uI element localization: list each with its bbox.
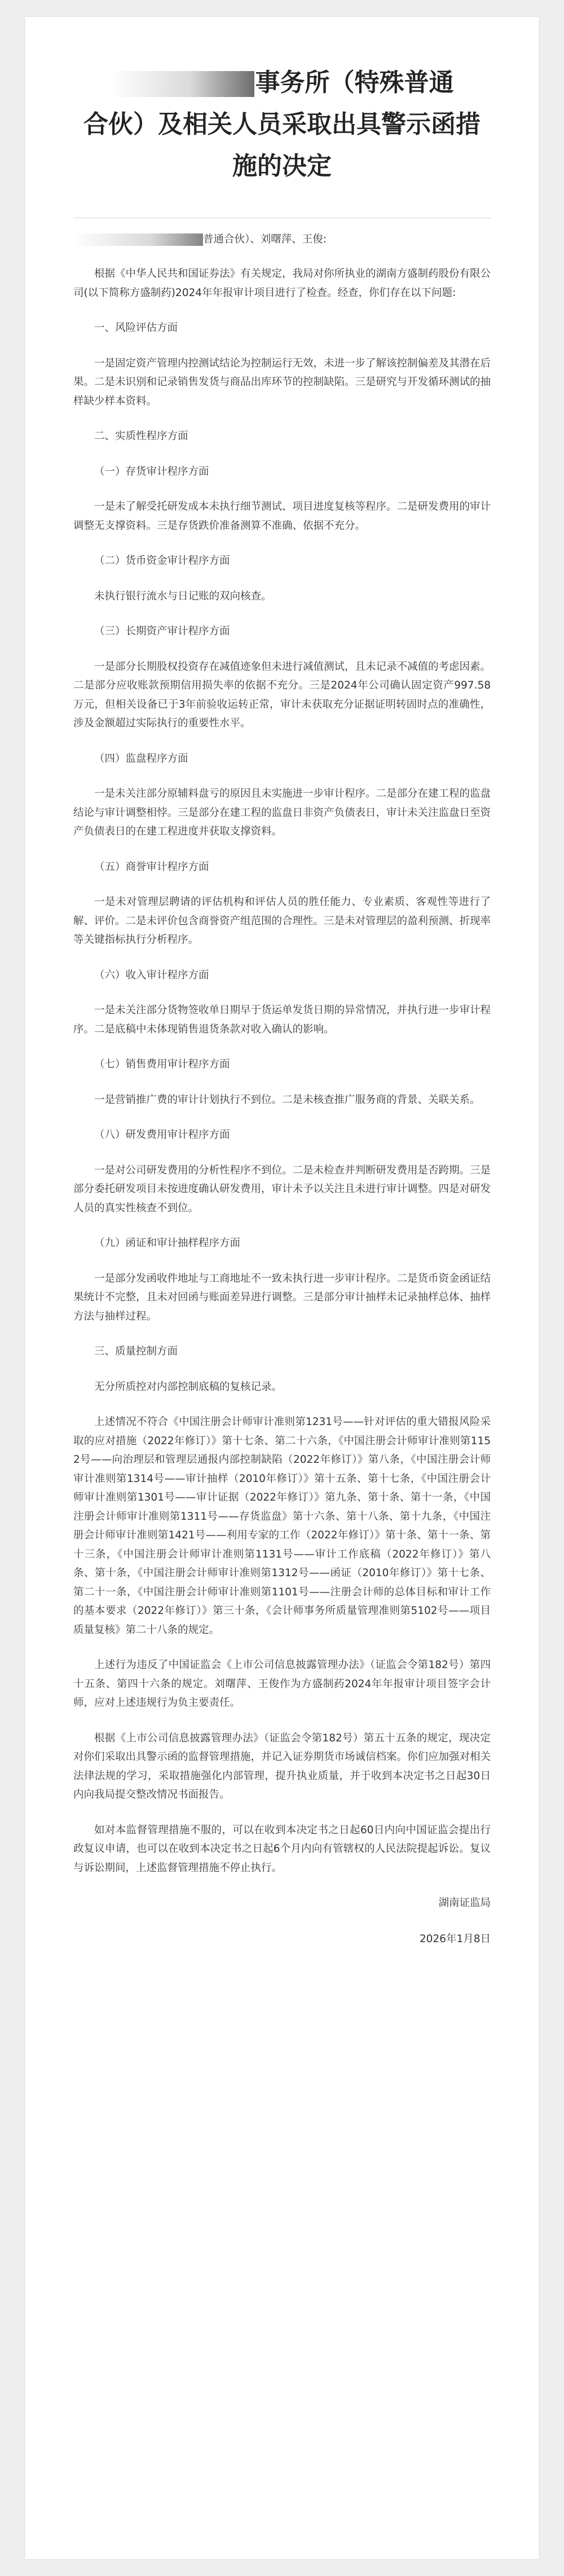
section-heading: （七）销售费用审计程序方面 xyxy=(94,1058,230,1070)
body-paragraph: 一是固定资产管理内控测试结论为控制运行无效，未进一步了解该控制偏差及其潜在后果。二是未识别和记录销售发货与商品出库环节的控制缺陷。三是研究与开发循环测试的抽样缺少样本资料。 xyxy=(73,357,491,407)
title-line-2: 合伙）及相关人员采取出具警示函措 xyxy=(83,110,481,139)
title-line-1: 事务所（特殊普通 xyxy=(111,68,454,97)
body-paragraph: 一是对公司研发费用的分析性程序不到位。二是未检查并判断研发费用是否跨期。三是部分委托研发项目未按进度确认研发费用，审计未予以关注且未进行审计调整。四是对研发人员的真实性核查不到位。 xyxy=(73,1164,491,1214)
section-heading: （一）存货审计程序方面 xyxy=(94,465,209,478)
body-paragraph: 一是未了解受托研发成本未执行细节测试、项目进度复核等程序。二是研发费用的审计调整无支撑资料。三是存货跌价准备测算不准确、依据不充分。 xyxy=(73,501,491,532)
issue-date: 2026年1月8日 xyxy=(419,1933,491,1945)
body-paragraph: 上述行为违反了中国证监会《上市公司信息披露管理办法》（证监会令第182号）第四十五条、第四十六条的规定。刘曙萍、王俊作为方盛制药2024年年报审计项目签字会计师，应对上述违规行为负主要责任。 xyxy=(73,1659,491,1709)
document-body xyxy=(73,264,491,1877)
issuer-name: 湖南证监局 xyxy=(438,1897,491,1909)
section-heading: 一、风险评估方面 xyxy=(94,322,178,334)
body-paragraph: 一是未关注部分货物签收单日期早于货运单发货日期的异常情况，并执行进一步审计程序。二是底稿中未体现销售退货条款对收入确认的影响。 xyxy=(73,1004,491,1035)
section-heading: （四）监盘程序方面 xyxy=(94,752,188,765)
body-paragraph: 无分所质控对内部控制底稿的复核记录。 xyxy=(94,1380,283,1393)
document-content xyxy=(25,17,539,1948)
section-heading: （三）长期资产审计程序方面 xyxy=(94,625,230,637)
section-heading: （六）收入审计程序方面 xyxy=(94,969,209,981)
body-paragraph: 根据《上市公司信息披露管理办法》（证监会令第182号）第五十五条的规定，现决定对你们采取出具警示函的监督管理措施，并记入证券期货市场诚信档案。你们应加强对相关法律法规的学习，采取措施强化内部管理，提升执业质量，并于收到本决定书之日起30日内向我局提交整改情况书面报告。 xyxy=(73,1732,491,1801)
body-paragraph: 根据《中华人民共和国证券法》有关规定，我局对你所执业的湖南方盛制药股份有限公司(以下简称方盛制药)2024年年报审计项目进行了检查。经查，你们存在以下问题: xyxy=(73,268,491,299)
section-heading: （八）研发费用审计程序方面 xyxy=(94,1129,230,1141)
body-paragraph: 一是部分发函收件地址与工商地址不一致未执行进一步审计程序。二是货币资金函证结果统计不完整，且未对回函与账面差异进行调整。三是部分审计抽样未记录抽样总体、抽样方法与抽样过程。 xyxy=(73,1272,491,1322)
body-paragraph: 如对本监督管理措施不服的，可以在收到本决定书之日起60日内向中国证监会提出行政复议申请，也可以在收到本决定书之日起6个月内向有管辖权的人民法院提起诉讼。复议与诉讼期间，上述监督管理措施不停止执行。 xyxy=(73,1824,491,1874)
section-heading: （二）货币资金审计程序方面 xyxy=(94,555,230,567)
recipient-line xyxy=(73,231,491,249)
recipient-text: 普通合伙）、刘曙萍、王俊: xyxy=(203,233,327,245)
section-heading: （九）函证和审计抽样程序方面 xyxy=(94,1237,241,1249)
body-paragraph: 上述情况不符合《中国注册会计师审计准则第1231号——针对评估的重大错报风险采取的应对措施（2022年修订）》第十七条、第二十六条，《中国注册会计师审计准则第1152号——向治理层和管理层通报内部控制缺陷（2022年修订）》第八条，《中国注册会计师审计准则第1314号——审计抽样（2010年修订）》第十五条、第十七条，《中国注册会计师审计准则第1301号——审计证据（2022年修订）》第九条、第十条、第十一条，《中国注册会计师审计准则第1311号——存货监盘》第十六条、第十八条、第十九条，《中国注册会计师审计准则第1421号——利用专家的工作（2022年修订）》第十条、第十一条、第十三条，《中国注册会计师审计准则第1131号——审计工作底稿（2022年修订）》第八条、第十条，《中国注册会计师审计准则第1312号——函证（2010年修订）》第十七条、第二十一条，《中国注册会计师审计准则第1101号——注册会计师的总体目标和审计工作的基本要求（2022年修订）》第三十条，《会计师事务所质量管理准则第5102号——项目质量复核》第二十八条的规定。 xyxy=(73,1416,491,1636)
body-paragraph: 未执行银行流水与日记账的双向核查。 xyxy=(94,590,272,602)
body-paragraph: 一是营销推广费的审计计划执行不到位。二是未核查推广服务商的背景、关联关系。 xyxy=(94,1093,481,1106)
body-paragraph: 一是部分长期股权投资存在减值迹象但未进行减值测试，且未记录不减值的考虑因素。二是部分应收账款预期信用损失率的依据不充分。三是2024年公司确认固定资产997.58万元，但相关设备已于3年前验收运转正常，审计未获取充分证据证明转固时点的准确性，涉及金额超过实际执行的重要性水平。 xyxy=(73,660,491,729)
section-heading: （五）商誉审计程序方面 xyxy=(94,861,209,873)
obscured-title-text xyxy=(111,71,254,97)
body-paragraph: 一是未关注部分原辅料盘亏的原因且未实施进一步审计程序。二是部分在建工程的监盘结论与审计调整相悖。三是部分在建工程的监盘日非资产负债表日，审计未关注监盘日至资产负债表日的在建工程进度并获取支撑资料。 xyxy=(73,788,491,837)
section-heading: 二、实质性程序方面 xyxy=(94,430,188,442)
document-page xyxy=(25,17,539,2559)
section-heading: 三、质量控制方面 xyxy=(94,1346,178,1357)
obscured-recipient-text xyxy=(73,233,203,246)
body-paragraph: 一是未对管理层聘请的评估机构和评估人员的胜任能力、专业素质、客观性等进行了解、评价。二是未评价包含商誉资产组范围的合理性。三是未对管理层的盈利预测、折现率等关键指标执行分析程序。 xyxy=(73,896,491,946)
title-line-3: 施的决定 xyxy=(232,152,332,180)
document-title xyxy=(73,62,491,187)
